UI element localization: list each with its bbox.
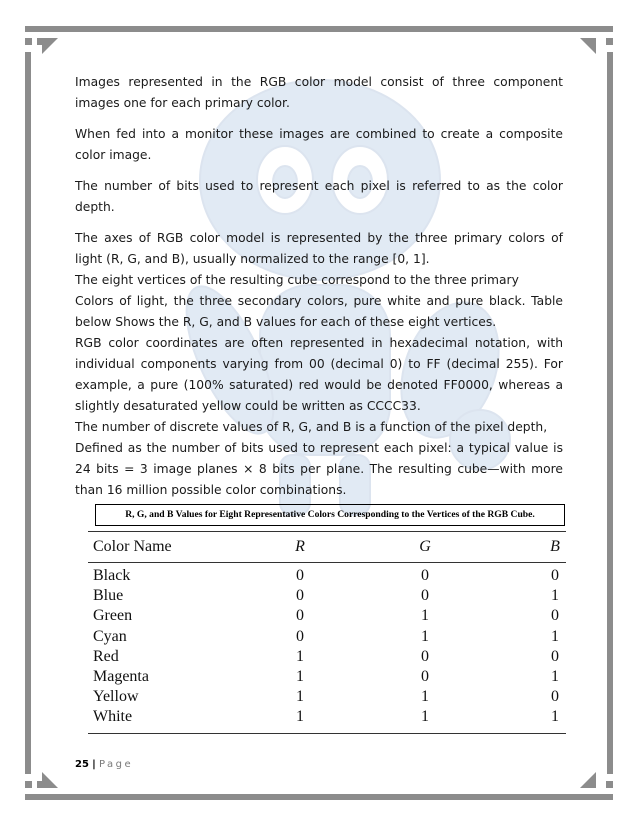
paragraph-2: When fed into a monitor these images are combined to create a composite color image. [75,127,563,162]
body-text [75,72,563,501]
border-left-bar [25,52,31,774]
table-cell-r: 1 [296,708,304,726]
table-cell-g: 1 [421,627,429,645]
table-cell-name: Black [93,567,131,584]
page-separator: | [92,759,96,770]
paragraph-3: The number of bits used to represent each pixel is referred to as the color depth. [75,179,563,214]
table-cell-r: 1 [296,688,304,706]
table-cell-name: Red [93,647,119,665]
r-value-column [270,566,330,728]
paragraph-9: Defined as the number of bits used to represent each pixel: a typical value is 24 bits = 3 image planes × 8 bits per plane. The resulting cube—with more than 16 million possible color combinations. [75,441,563,497]
table-cell-b: 0 [551,647,559,665]
border-top-left-square [25,38,32,45]
table-cell-name: Blue [93,587,124,605]
border-top-left-triangle [42,38,58,54]
table-cell-name: Yellow [93,688,139,706]
table-cell-b: 1 [551,627,559,645]
table-cell-g: 0 [421,587,429,605]
border-top-right-square [606,38,613,45]
page-number: 25 [75,759,89,770]
border-bottom-bar [25,794,613,800]
table-cell-r: 0 [296,627,304,645]
column-header-b: B [550,538,560,555]
table-cell-name: Cyan [93,627,127,645]
border-left-square-top [37,38,44,45]
column-header-g: G [419,538,431,555]
border-bottom-left-triangle [42,772,58,788]
paragraph-7: RGB color coordinates are often represented in hexadecimal notation, with individual components varying from 00 (decimal 0) to FF (decimal 255). For example, a pure (100% saturated) red would be denoted FF0000, whereas a slightly desaturated yellow could be written as CCCC33. [75,336,563,413]
border-right-bar [607,52,613,774]
table-cell-name: Magenta [93,667,149,685]
border-bottom-left-square [25,781,32,788]
paragraph-1: Images represented in the RGB color model consist of three component images one for each primary color. [75,75,563,110]
table-caption: R, G, and B Values for Eight Representative Colors Corresponding to the Vertices of the RGB Cube. [95,504,565,526]
table-cell-g: 0 [421,667,429,685]
color-name-column [93,566,253,728]
table-cell-name: White [93,708,133,726]
table-cell-r: 0 [296,567,304,584]
table-cell-g: 0 [421,647,429,665]
page-footer [75,759,133,770]
table-header-rule [88,562,566,563]
table-top-rule [88,531,566,532]
border-top-right-triangle [580,38,596,54]
table-cell-b: 0 [551,567,559,584]
paragraph-8: The number of discrete values of R, G, and B is a function of the pixel depth, [75,420,548,434]
g-value-column [395,566,455,728]
table-cell-b: 1 [551,667,559,685]
column-header-color-name: Color Name [93,538,172,555]
table-cell-r: 1 [296,647,304,665]
paragraph-6: Colors of light, the three secondary colors, pure white and pure black. Table below Shows the R, G, and B values for each of these eight vertices. [75,294,563,329]
border-bottom-right-triangle [580,772,596,788]
table-cell-r: 1 [296,667,304,685]
page-label: Page [98,759,134,770]
table-cell-g: 0 [421,567,429,584]
paragraph-4: The axes of RGB color model is represented by the three primary colors of light (R, G, and B), usually normalized to the range [0, 1]. [75,231,563,266]
table-cell-b: 1 [551,708,559,726]
table-cell-g: 1 [421,607,429,625]
table-cell-r: 0 [296,587,304,605]
table-cell-b: 0 [551,607,559,625]
table-cell-r: 0 [296,607,304,625]
table-cell-g: 1 [421,688,429,706]
paragraph-5: The eight vertices of the resulting cube correspond to the three primary [75,273,519,287]
table-bottom-rule [88,733,566,734]
table-cell-g: 1 [421,708,429,726]
border-bottom-right-square [606,781,613,788]
border-top-bar [25,26,613,32]
column-header-r: R [295,538,305,555]
b-value-column [525,566,585,728]
table-cell-b: 1 [551,587,559,605]
table-cell-b: 0 [551,688,559,706]
table-cell-name: Green [93,607,133,625]
